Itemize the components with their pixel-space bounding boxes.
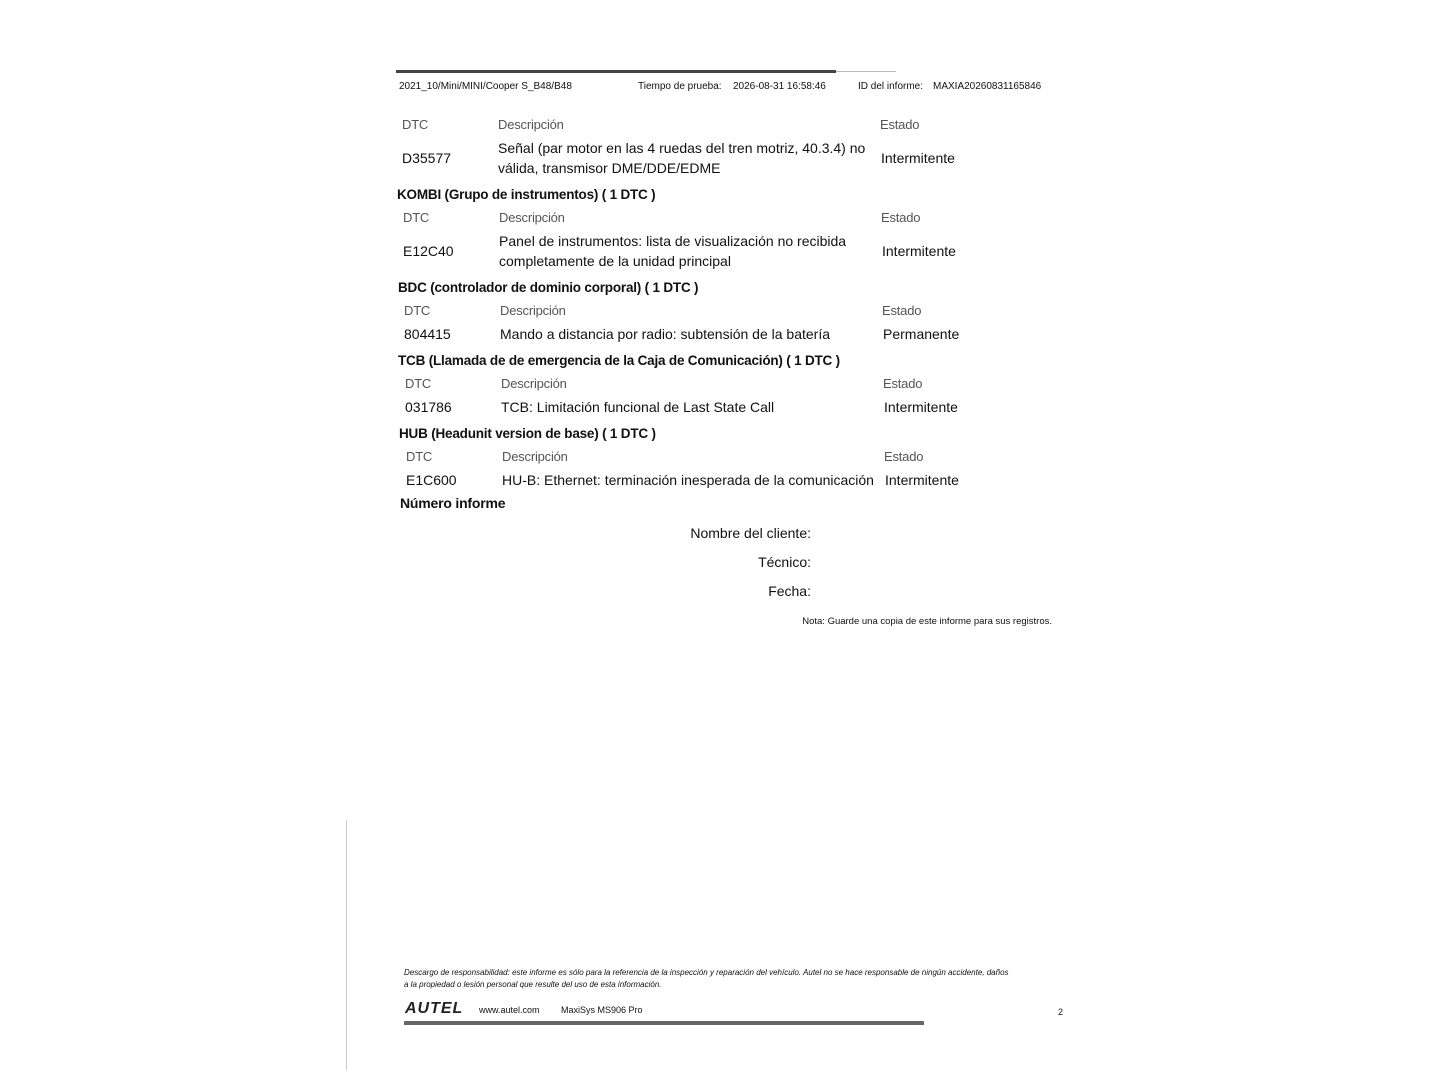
copy-note: Nota: Guarde una copia de este informe para sus registros. (802, 616, 1052, 627)
dtc-description-line1: Señal (par motor en las 4 ruedas del tren motriz, 40.3.4) no (498, 140, 866, 156)
header-rule (396, 70, 836, 73)
date-label: Fecha: (768, 583, 811, 599)
customer-name-label: Nombre del cliente: (690, 525, 811, 541)
col-header-dtc: DTC (405, 376, 432, 391)
col-header-description: Descripción (502, 449, 568, 464)
col-header-description: Descripción (498, 117, 564, 132)
footer-rule (404, 1021, 924, 1025)
col-header-description: Descripción (500, 303, 566, 318)
dtc-description-line1: TCB: Limitación funcional de Last State Call (501, 399, 775, 415)
dtc-code: 031786 (405, 399, 452, 415)
page-number: 2 (1058, 1007, 1064, 1017)
dtc-code: 804415 (404, 326, 451, 342)
dtc-status: Intermitente (884, 399, 958, 415)
section-title-hub: HUB (Headunit version de base) ( 1 DTC ) (399, 426, 656, 441)
dtc-status: Intermitente (882, 243, 956, 259)
disclaimer-line2: a la propiedad o lesión personal que resulte del uso de esta información. (404, 980, 662, 989)
test-time-value: 2026-08-31 16:58:46 (733, 81, 826, 92)
report-id-value: MAXIA20260831165846 (933, 81, 1042, 92)
section-title-bdc: BDC (controlador de dominio corporal) ( 1 DTC ) (398, 280, 699, 295)
col-header-description: Descripción (501, 376, 567, 391)
dtc-description-line2: válida, transmisor DME/DDE/EDME (498, 160, 721, 176)
dtc-code: E1C600 (406, 472, 457, 488)
col-header-dtc: DTC (403, 210, 430, 225)
col-header-status: Estado (881, 210, 921, 225)
col-header-status: Estado (880, 117, 920, 132)
autel-logo: AUTEL (405, 1000, 464, 1017)
vehicle-info: 2021_10/Mini/MINI/Cooper S_B48/B48 (399, 81, 572, 92)
section-title-kombi: KOMBI (Grupo de instrumentos) ( 1 DTC ) (397, 187, 656, 202)
dtc-description-line1: Panel de instrumentos: lista de visualización no recibida (499, 233, 847, 249)
dtc-description-line1: HU-B: Ethernet: terminación inesperada de la comunicación (502, 472, 874, 488)
website-link: www.autel.com (479, 1005, 540, 1015)
device-model: MaxiSys MS906 Pro (561, 1005, 643, 1015)
dtc-status: Intermitente (881, 150, 955, 166)
col-header-dtc: DTC (406, 449, 433, 464)
disclaimer-line1: Descargo de responsabilidad: este informe es sólo para la referencia de la inspección y reparación del vehículo. Autel no se hace responsable de ningún accidente, daños (404, 968, 1009, 977)
dtc-code: D35577 (402, 150, 452, 166)
col-header-status: Estado (883, 376, 923, 391)
dtc-description-line1: Mando a distancia por radio: subtensión de la batería (500, 326, 830, 342)
col-header-dtc: DTC (402, 117, 429, 132)
dtc-status: Intermitente (885, 472, 959, 488)
section-title-tcb: TCB (Llamada de de emergencia de la Caja de Comunicación) ( 1 DTC ) (398, 353, 840, 368)
dtc-description-line2: completamente de la unidad principal (499, 253, 731, 269)
col-header-description: Descripción (499, 210, 565, 225)
col-header-dtc: DTC (404, 303, 431, 318)
col-header-status: Estado (882, 303, 922, 318)
col-header-status: Estado (884, 449, 924, 464)
test-time-label: Tiempo de prueba: (638, 81, 722, 92)
scan-edge-mark (346, 820, 347, 1070)
report-number-label: Número informe (400, 495, 506, 511)
header-rule-faint (836, 71, 896, 72)
technician-label: Técnico: (758, 554, 811, 570)
dtc-status: Permanente (883, 326, 960, 342)
dtc-code: E12C40 (403, 243, 454, 259)
report-id-label: ID del informe: (858, 81, 924, 92)
